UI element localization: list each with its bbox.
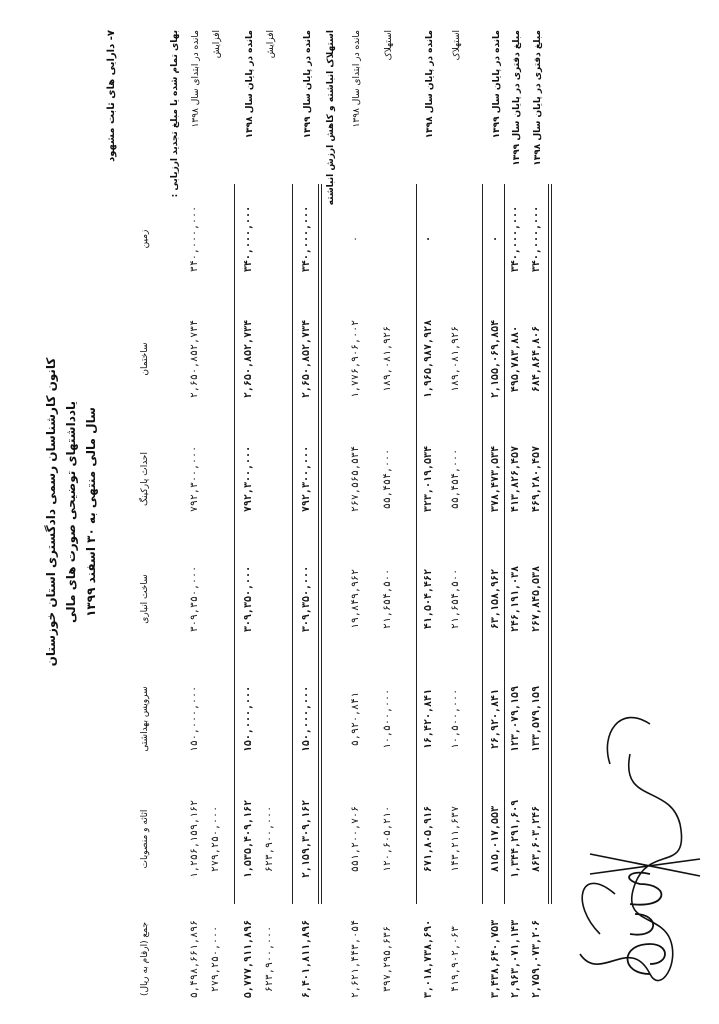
cell-add_2-col5: ۶۲۳,۹۰۰,۰۰۰	[264, 805, 275, 873]
label-add-1: افزایش	[212, 30, 222, 59]
cell-dep_close_1398-col6: ۳,۰۱۸,۷۳۸,۶۹۰	[423, 919, 434, 999]
cell-dep_close_1399-col5: ۸۱۵,۰۱۷,۵۵۳	[490, 805, 501, 873]
cell-bv_1398-col6: ۲,۷۵۹,۰۷۳,۲۰۶	[531, 919, 542, 999]
cell-bv_1398-col3: ۲۶۷,۸۴۵,۵۳۸	[531, 565, 542, 633]
cell-bv_1398-col0: ۳۴۰,۰۰۰,۰۰۰	[531, 205, 542, 273]
cell-dep_close_1399-col6: ۳,۴۳۸,۶۴۰,۷۵۳	[490, 919, 501, 999]
cell-dep_close_1399-col1: ۲,۱۵۵,۰۶۹,۸۵۴	[490, 319, 501, 399]
cell-close_1399-col5: ۲,۱۵۹,۳۰۹,۱۶۲	[301, 799, 312, 879]
cell-open_1398-col0: ۳۴۰,۰۰۰,۰۰۰	[189, 205, 200, 273]
cell-bv_1398-col4: ۱۳۳,۵۷۹,۱۵۹	[531, 685, 542, 753]
label-dep-open-1398: مانده در ابتدای سال ۱۳۹۸	[352, 30, 362, 128]
column-header-6: جمع (ارقام به ریال)	[140, 921, 150, 997]
cell-dep_close_1398-col4: ۱۶,۴۲۰,۸۴۱	[423, 688, 434, 750]
cell-bv_1399-col6: ۲,۹۶۳,۰۷۱,۱۴۳	[510, 919, 521, 999]
header-line-2: یادداشتهای توضیحی صورت های مالی	[64, 400, 78, 624]
label-add-2: افزایش	[266, 30, 276, 59]
cell-dep_close_1398-col0: ۰	[423, 235, 434, 243]
label-dep-close-1398: مانده در پایان سال ۱۳۹۸	[425, 30, 435, 139]
cell-dep_open_1398-col0: ۰	[350, 235, 361, 243]
cell-close_1399-col4: ۱۵۰,۰۰۰,۰۰۰	[301, 685, 312, 753]
cell-dep_close_1398-col3: ۴۱,۵۰۴,۴۶۲	[423, 568, 434, 630]
cell-bv_1399-col2: ۴۱۳,۸۲۶,۴۵۷	[510, 445, 521, 513]
cell-close_1398-col5: ۱,۵۳۵,۴۰۹,۱۶۲	[243, 799, 254, 879]
rule-sub-5	[504, 184, 505, 904]
column-header-2: احداث پارکینگ	[140, 452, 150, 506]
cell-bv_1398-col1: ۶۸۴,۸۶۴,۸۰۶	[531, 325, 542, 393]
cell-close_1399-col3: ۳۰۹,۳۵۰,۰۰۰	[301, 565, 312, 633]
cell-dep_open_1398-col1: ۱,۷۷۶,۹۰۶,۰۰۲	[350, 319, 361, 399]
rule-total-2	[548, 184, 552, 904]
cell-bv_1399-col3: ۲۴۶,۱۹۱,۰۳۸	[510, 565, 521, 633]
cell-dep_1-col3: ۲۱,۶۵۴,۵۰۰	[382, 568, 393, 630]
label-bv-1398: مبلغ دفتری در پایان سال ۱۳۹۸	[533, 30, 543, 166]
cell-dep_2-col4: ۱۰,۵۰۰,۰۰۰	[450, 688, 461, 750]
label-dep-heading: استهلاک انباشته و کاهش ارزش انباشته	[326, 30, 336, 206]
cell-close_1398-col1: ۲,۶۵۰,۸۵۲,۷۳۴	[243, 319, 254, 399]
header-line-3: سال مالی منتهی به ۳۰ اسفند ۱۳۹۹	[84, 407, 98, 617]
cell-open_1398-col6: ۵,۴۹۸,۶۶۱,۸۹۶	[189, 919, 200, 999]
cell-close_1398-col3: ۳۰۹,۳۵۰,۰۰۰	[243, 565, 254, 633]
cell-add_2-col6: ۶۲۳,۹۰۰,۰۰۰	[264, 925, 275, 993]
cell-dep_close_1399-col0: ۰	[490, 235, 501, 243]
cell-open_1398-col5: ۱,۲۵۶,۱۵۹,۱۶۲	[189, 799, 200, 879]
cell-dep_1-col2: ۵۵,۴۵۴,۰۰۰	[382, 448, 393, 510]
label-dep-close-1399: مانده در پایان سال ۱۳۹۹	[492, 30, 502, 139]
label-close-1399: مانده در پایان سال ۱۳۹۹	[303, 30, 313, 139]
cell-add_1-col5: ۲۷۹,۲۵۰,۰۰۰	[210, 805, 221, 873]
cell-bv_1398-col5: ۸۶۳,۶۰۳,۲۴۶	[531, 805, 542, 873]
rule-sub-4	[482, 184, 483, 904]
cell-dep_1-col4: ۱۰,۵۰۰,۰۰۰	[382, 688, 393, 750]
cell-bv_1399-col5: ۱,۳۴۴,۲۹۱,۶۰۹	[510, 799, 521, 879]
cell-dep_close_1399-col3: ۶۳,۱۵۸,۹۶۲	[490, 568, 501, 630]
cell-dep_open_1398-col4: ۵,۹۲۰,۸۴۱	[350, 691, 361, 747]
cell-dep_2-col1: ۱۸۹,۰۸۱,۹۲۶	[450, 325, 461, 393]
rule-total-1	[318, 184, 322, 904]
cell-bv_1399-col1: ۴۹۵,۷۸۳,۸۸۰	[510, 325, 521, 393]
cell-close_1399-col6: ۶,۴۰۱,۸۱۱,۸۹۶	[301, 919, 312, 999]
cell-close_1398-col0: ۳۴۰,۰۰۰,۰۰۰	[243, 205, 254, 273]
cell-open_1398-col2: ۷۹۲,۳۰۰,۰۰۰	[189, 445, 200, 513]
cell-dep_1-col6: ۳۹۷,۲۹۵,۶۳۶	[382, 925, 393, 993]
label-cost-heading: بهای تمام شده یا مبلغ تجدید ارزیابی :	[170, 30, 180, 198]
cell-add_1-col6: ۲۷۹,۲۵۰,۰۰۰	[210, 925, 221, 993]
cell-close_1399-col1: ۲,۶۵۰,۸۵۲,۷۳۴	[301, 319, 312, 399]
cell-open_1398-col1: ۲,۶۵۰,۸۵۲,۷۳۴	[189, 319, 200, 399]
cell-dep_1-col1: ۱۸۹,۰۸۱,۹۲۶	[382, 325, 393, 393]
header-line-1: کانون کارشناسان رسمی دادگستری استان خوزستان	[44, 357, 58, 667]
cell-dep_2-col6: ۴۱۹,۹۰۲,۰۶۳	[450, 925, 461, 993]
column-header-1: ساختمان	[140, 342, 150, 376]
cell-dep_close_1398-col5: ۶۷۱,۸۰۵,۹۱۶	[423, 805, 434, 873]
column-header-4: سرویس بهداشتی	[140, 686, 150, 752]
cell-bv_1398-col2: ۴۶۹,۲۸۰,۴۵۷	[531, 445, 542, 513]
cell-open_1398-col4: ۱۵۰,۰۰۰,۰۰۰	[189, 685, 200, 753]
label-open-1398: مانده در ابتدای سال ۱۳۹۸	[191, 30, 201, 128]
rule-sub-1	[234, 184, 235, 904]
cell-dep_2-col3: ۲۱,۶۵۴,۵۰۰	[450, 568, 461, 630]
note-title: ۷- دارایی های ثابت مشهود	[106, 30, 117, 162]
label-bv-1399: مبلغ دفتری در پایان سال ۱۳۹۹	[512, 30, 522, 166]
cell-dep_2-col5: ۱۴۳,۲۱۱,۶۳۷	[450, 805, 461, 873]
cell-dep_open_1398-col3: ۱۹,۸۴۹,۹۶۲	[350, 568, 361, 630]
cell-dep_close_1398-col2: ۳۲۳,۰۱۹,۵۳۴	[423, 445, 434, 513]
cell-dep_open_1398-col2: ۲۶۷,۵۶۵,۵۳۴	[350, 445, 361, 513]
cell-dep_1-col5: ۱۲۰,۶۰۵,۲۱۰	[382, 805, 393, 873]
rule-sub-3	[416, 184, 417, 904]
label-dep-2: استهلاک	[452, 30, 462, 61]
cell-close_1398-col4: ۱۵۰,۰۰۰,۰۰۰	[243, 685, 254, 753]
cell-close_1398-col6: ۵,۷۷۷,۹۱۱,۸۹۶	[243, 919, 254, 999]
label-dep-1: استهلاک	[384, 30, 394, 61]
cell-close_1399-col0: ۳۴۰,۰۰۰,۰۰۰	[301, 205, 312, 273]
cell-close_1398-col2: ۷۹۲,۳۰۰,۰۰۰	[243, 445, 254, 513]
rule-sub-2	[292, 184, 293, 904]
cell-dep_open_1398-col5: ۵۵۱,۲۰۰,۷۰۶	[350, 805, 361, 873]
cell-dep_close_1399-col4: ۲۶,۹۲۰,۸۴۱	[490, 688, 501, 750]
label-close-1398: مانده در پایان سال ۱۳۹۸	[245, 30, 255, 139]
signature-initials	[600, 864, 680, 984]
cell-dep_close_1399-col2: ۳۷۸,۴۷۳,۵۳۴	[490, 445, 501, 513]
column-header-0: زمین	[140, 229, 150, 249]
column-header-5: اثاثه و منصوبات	[140, 809, 150, 869]
column-header-3: ساخت انباری	[140, 574, 150, 624]
cell-bv_1399-col4: ۱۲۳,۰۷۹,۱۵۹	[510, 685, 521, 753]
cell-bv_1399-col0: ۳۴۰,۰۰۰,۰۰۰	[510, 205, 521, 273]
cell-dep_open_1398-col6: ۲,۶۲۱,۴۴۳,۰۵۴	[350, 919, 361, 999]
cell-dep_close_1398-col1: ۱,۹۶۵,۹۸۷,۹۲۸	[423, 319, 434, 399]
cell-dep_2-col2: ۵۵,۴۵۴,۰۰۰	[450, 448, 461, 510]
cell-close_1399-col2: ۷۹۲,۳۰۰,۰۰۰	[301, 445, 312, 513]
cell-open_1398-col3: ۳۰۹,۳۵۰,۰۰۰	[189, 565, 200, 633]
